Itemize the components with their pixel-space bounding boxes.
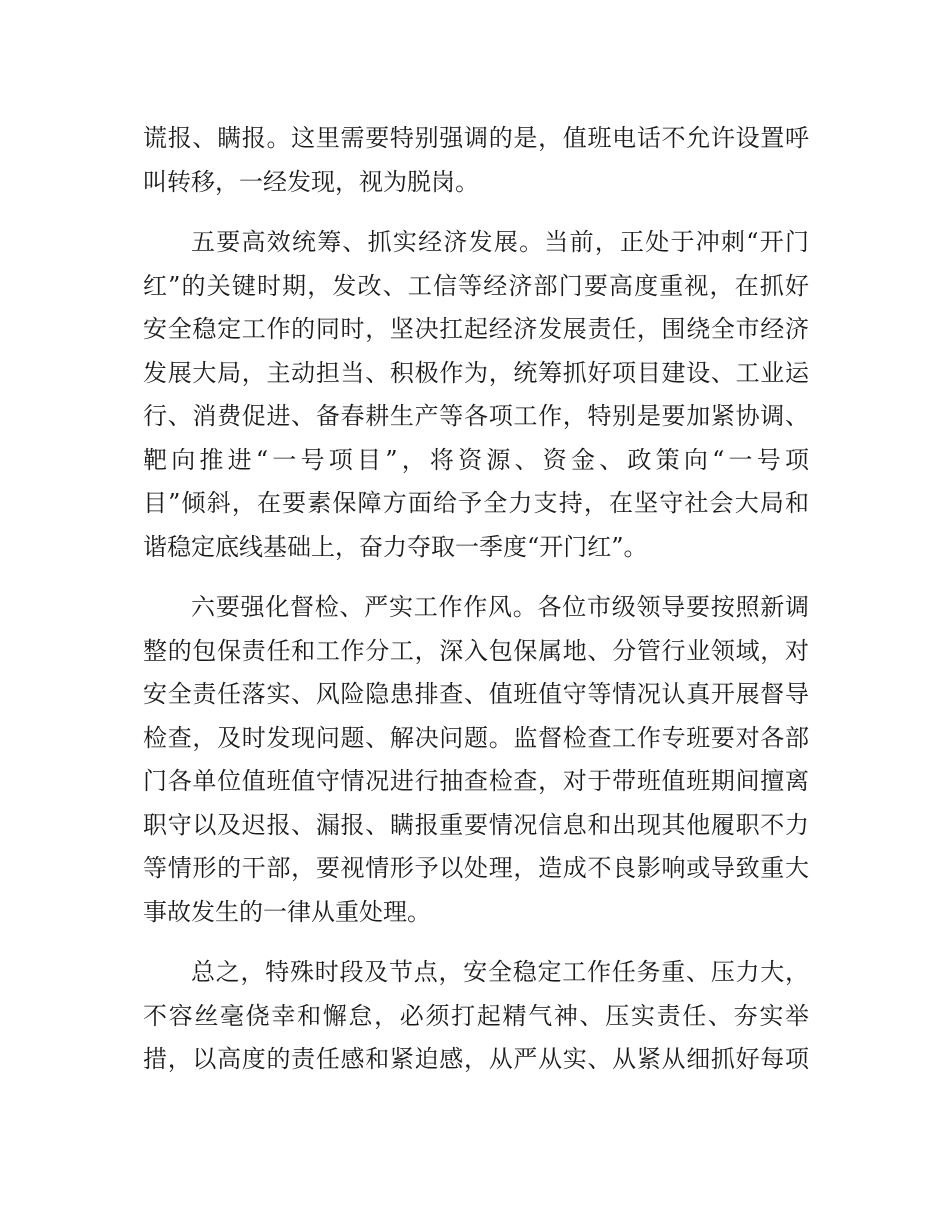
paragraph-supervision	[143, 586, 809, 934]
paragraph-economic-development	[143, 221, 809, 569]
text-line: 等情形的干部，要视情形予以处理，造成不良影响或导致重大	[143, 854, 809, 882]
text-line: 发展大局，主动担当、积极作为，统筹抓好项目建设、工业运	[143, 358, 809, 387]
paragraph-summary	[143, 951, 809, 1082]
text-line: 总之，特殊时段及节点，安全稳定工作任务重、压力大，	[191, 958, 809, 986]
text-line: 检查，及时发现问题、解决问题。监督检查工作专班要对各部	[143, 723, 809, 752]
text-line: 红”的关键时期，发改、工信等经济部门要高度重视，在抓好	[143, 271, 809, 300]
text-line: 安全稳定工作的同时，坚决扛起经济发展责任，围绕全市经济	[143, 315, 809, 343]
text-line: 措，以高度的责任感和紧迫感，从严从实、从紧从细抓好每项	[143, 1045, 809, 1073]
text-line: 谎报、瞒报。这里需要特别强调的是，值班电话不允许设置呼	[143, 124, 809, 152]
text-line: 不容丝毫侥幸和懈怠，必须打起精气神、压实责任、夯实举	[143, 1001, 809, 1030]
text-line: 行、消费促进、备春耕生产等各项工作，特别是要加紧协调、	[143, 402, 809, 430]
text-line: 整的包保责任和工作分工，深入包保属地、分管行业领域，对	[143, 636, 809, 665]
text-line: 五要高效统筹、抓实经济发展。当前，正处于冲刺“开门	[191, 228, 809, 256]
text-line: 叫转移，一经发现，视为脱岗。	[143, 167, 479, 196]
text-line: 门各单位值班值守情况进行抽查检查，对于带班值班期间擅离	[143, 767, 809, 795]
text-line: 事故发生的一律从重处理。	[143, 897, 431, 926]
document-body	[143, 117, 809, 1099]
text-line: 谐稳定底线基础上，奋力夺取一季度“开门红”。	[143, 532, 648, 561]
paragraph-continuation	[143, 117, 809, 204]
text-line: 安全责任落实、风险隐患排查、值班值守等情况认真开展督导	[143, 680, 809, 708]
text-line: 靶向推进“一号项目”，将资源、资金、政策向“一号项	[143, 445, 809, 474]
text-line: 六要强化督检、严实工作作风。各位市级领导要按照新调	[191, 593, 809, 621]
text-line: 职守以及迟报、漏报、瞒报重要情况信息和出现其他履职不力	[143, 810, 809, 839]
text-line: 目”倾斜，在要素保障方面给予全力支持，在坚守社会大局和	[143, 489, 809, 517]
